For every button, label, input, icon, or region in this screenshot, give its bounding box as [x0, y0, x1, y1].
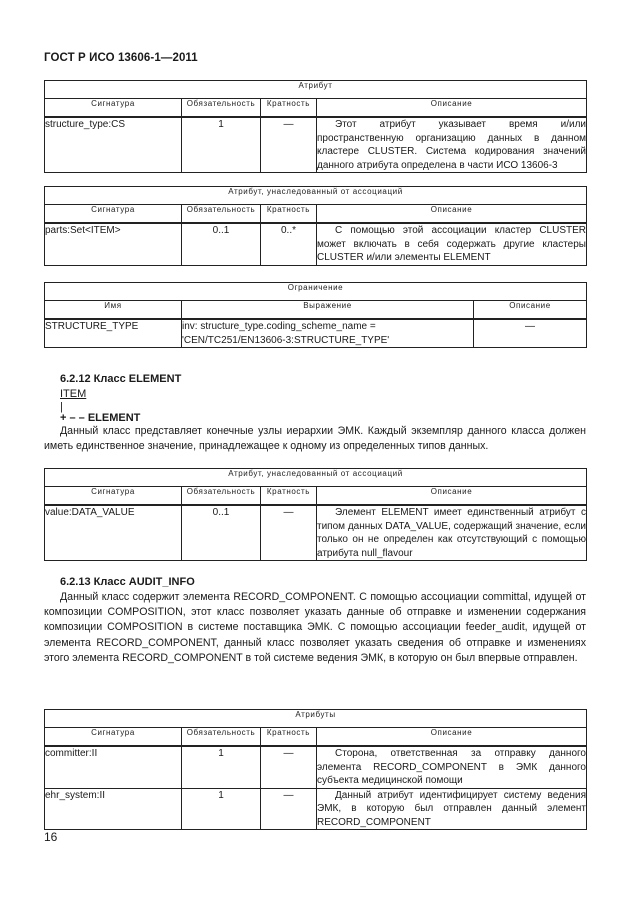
- expression-line: inv: structure_type.coding_scheme_name =: [182, 321, 376, 332]
- description-cell: Этот атрибут указывает время и/или пространственную организацию данных в данном кластере CLUSTER. Система кодирования значений данного атрибута определена в части ИСО 13606-3: [317, 119, 587, 171]
- section-heading: 6.2.13 Класс AUDIT_INFO: [60, 576, 195, 588]
- multiplicity-cell: —: [261, 746, 317, 788]
- description-cell: Сторона, ответственная за отправку данного элемента RECORD_COMPONENT в ЭМК данного субъекта медицинской помощи: [317, 748, 586, 786]
- column-header-signature: Сигнатура: [45, 728, 182, 747]
- table-title: Ограничение: [45, 283, 587, 301]
- table-row: [45, 746, 587, 788]
- section-heading: 6.2.12 Класс ELEMENT: [60, 373, 182, 385]
- column-header-mandatory: Обязательность: [182, 205, 261, 224]
- section-paragraph: Данный класс представляет конечные узлы иерархии ЭМК. Каждый экземпляр данного класса должен иметь единственное значение, принадлежащее к одному из определенных типов данных.: [44, 425, 586, 453]
- description-cell: Элемент ELEMENT имеет единственный атрибут с типом данных DATA_VALUE, содержащий значение, если только он не определен как отсутствующий с помощью атрибута null_flavour: [317, 507, 586, 559]
- expression-cell: [182, 319, 474, 348]
- column-header-description: Описание: [317, 99, 587, 118]
- signature-cell: value:DATA_VALUE: [45, 505, 182, 561]
- diagram-child-class: + – – ELEMENT: [60, 412, 141, 424]
- inherited-attribute-table: [44, 186, 587, 266]
- column-header-multiplicity: Кратность: [261, 487, 317, 506]
- description-cell: —: [474, 319, 587, 348]
- multiplicity-cell: —: [261, 788, 317, 830]
- constraint-table: [44, 282, 587, 348]
- mandatory-cell: 0..1: [182, 505, 261, 561]
- column-header-mandatory: Обязательность: [182, 487, 261, 506]
- column-header-multiplicity: Кратность: [261, 205, 317, 224]
- table-title: Атрибут, унаследованный от ассоциаций: [45, 187, 587, 205]
- table-title: Атрибут, унаследованный от ассоциаций: [45, 469, 587, 487]
- expression-line: 'CEN/TC251/EN13606-3:STRUCTURE_TYPE': [182, 334, 390, 346]
- signature-cell: committer:II: [45, 746, 182, 788]
- diagram-connector: |: [60, 401, 63, 413]
- mandatory-cell: 0..1: [182, 223, 261, 265]
- column-header-description: Описание: [317, 205, 587, 224]
- table-row: [45, 117, 587, 173]
- column-header-expression: Выражение: [182, 301, 474, 320]
- mandatory-cell: 1: [182, 117, 261, 173]
- name-cell: STRUCTURE_TYPE: [45, 319, 182, 348]
- column-header-multiplicity: Кратность: [261, 99, 317, 118]
- column-header-signature: Сигнатура: [45, 487, 182, 506]
- signature-cell: parts:Set<ITEM>: [45, 223, 182, 265]
- multiplicity-cell: —: [261, 117, 317, 173]
- description-cell: Данный атрибут идентифицирует систему ведения ЭМК, в которую был отправлен данный элемент RECORD_COMPONENT: [317, 789, 586, 828]
- table-title: Атрибут: [45, 81, 587, 99]
- column-header-description: Описание: [317, 728, 587, 747]
- signature-cell: ehr_system:II: [45, 788, 182, 830]
- column-header-multiplicity: Кратность: [261, 728, 317, 747]
- section-paragraph: Данный класс содержит элемента RECORD_COMPONENT. С помощью ассоциации committal, идущей от композиции COMPOSITION, этот класс позволяет указать данные об отправке и изменении содержания композиции COMPOSITION в системе поставщика ЭМК. С помощью ассоциации feeder_audit, идущей от элемента RECORD_COMPONENT, данный класс позволяет указать сведения об отправке и изменениях этого элемента RECORD_COMPONENT в той системе ведения ЭМК, в которую он был впервые отправлен.: [44, 591, 586, 664]
- column-header-signature: Сигнатура: [45, 205, 182, 224]
- mandatory-cell: 1: [182, 788, 261, 830]
- column-header-mandatory: Обязательность: [182, 99, 261, 118]
- mandatory-cell: 1: [182, 746, 261, 788]
- description-cell: С помощью этой ассоциации кластер CLUSTER может включать в себя содержать другие кластеры CLUSTER и/или элементы ELEMENT: [317, 225, 586, 263]
- table-row: [45, 505, 587, 561]
- page-header: ГОСТ Р ИСО 13606-1—2011: [44, 52, 198, 64]
- attributes-table: [44, 709, 587, 830]
- table-row: [45, 319, 587, 348]
- attribute-table: [44, 80, 587, 173]
- column-header-description: Описание: [474, 301, 587, 320]
- column-header-name: Имя: [45, 301, 182, 320]
- diagram-parent-class: ITEM: [60, 388, 87, 400]
- multiplicity-cell: 0..*: [261, 223, 317, 265]
- column-header-mandatory: Обязательность: [182, 728, 261, 747]
- table-title: Атрибуты: [45, 710, 587, 728]
- page-number: 16: [44, 830, 58, 844]
- column-header-description: Описание: [317, 487, 587, 506]
- column-header-signature: Сигнатура: [45, 99, 182, 118]
- signature-cell: structure_type:CS: [45, 117, 182, 173]
- inherited-attribute-table: [44, 468, 587, 561]
- table-row: [45, 223, 587, 265]
- table-row: [45, 788, 587, 830]
- multiplicity-cell: —: [261, 505, 317, 561]
